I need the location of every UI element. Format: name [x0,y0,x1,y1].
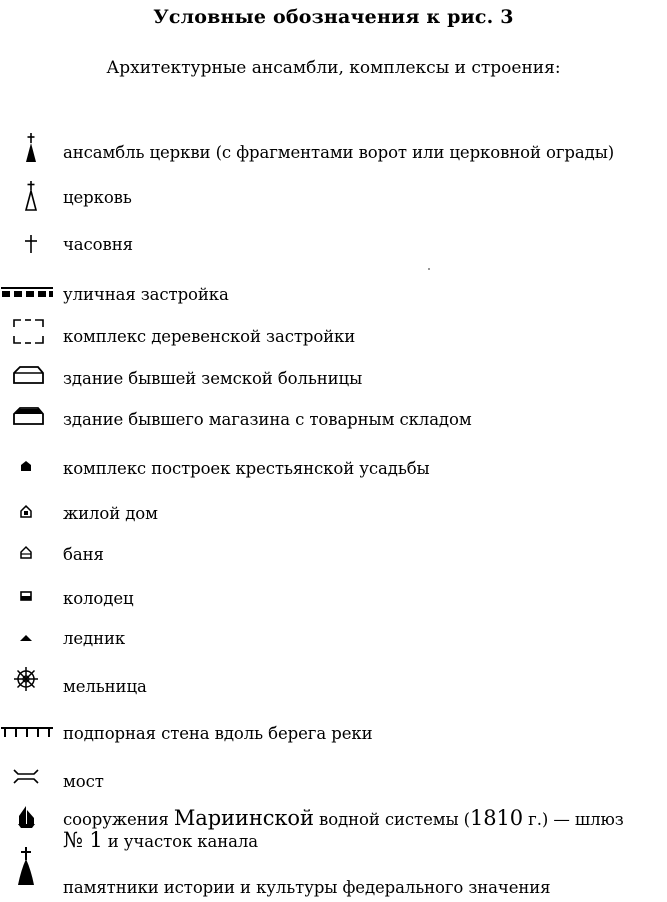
label-part: и участок канала [102,832,259,851]
legend-label: подпорная стена вдоль берега реки [63,724,373,743]
label-part: г.) — шлюз [523,810,624,829]
legend-label: уличная застройка [63,285,229,304]
legend-label: здание бывшего магазина с товарным складом [63,410,472,429]
label-part-emph: Мариинской [173,806,314,830]
icehouse-icon [0,628,56,648]
legend-title: Условные обозначения к рис. 3 [153,6,514,28]
label-part-emph: 1810 [469,806,524,830]
hospital-building-icon [0,363,56,387]
church-ensemble-icon [0,132,56,168]
shop-building-icon [0,404,56,428]
legend-label: мельница [63,677,147,696]
retaining-wall-icon [0,725,56,745]
legend-label: ансамбль церкви (с фрагментами ворот или церковной ограды) [63,143,615,162]
well-icon [0,587,56,607]
village-complex-icon [0,318,56,348]
bathhouse-icon [0,543,56,563]
legend-label: ледник [63,629,126,648]
label-part: сооружения [63,810,174,829]
bridge-icon [0,767,56,789]
federal-monument-icon [0,845,56,889]
mill-icon [0,666,56,696]
legend-label: комплекс построек крестьянской усадьбы [63,459,430,478]
label-part-emph: № 1 [63,828,103,852]
legend-label: церковь [63,188,132,207]
street-buildings-icon [0,285,56,305]
farmstead-icon [0,457,56,477]
label-part: водной системы ( [313,810,470,829]
legend-subtitle: Архитектурные ансамбли, комплексы и строения: [106,58,561,78]
legend-label: здание бывшей земской больницы [63,369,363,388]
church-icon [0,180,56,214]
chapel-cross-icon [0,233,56,257]
legend-label: жилой дом [63,504,158,523]
legend-label: памятники истории и культуры федерального значения [63,878,551,897]
legend-label: часовня [63,235,133,254]
legend-label: комплекс деревенской застройки [63,327,356,346]
legend-label-waterway [63,808,653,852]
scan-speck [428,268,430,270]
dwelling-house-icon [0,502,56,522]
legend-label: баня [63,545,104,564]
legend-label: колодец [63,589,134,608]
waterway-icon [0,804,56,832]
legend-label: мост [63,772,104,791]
